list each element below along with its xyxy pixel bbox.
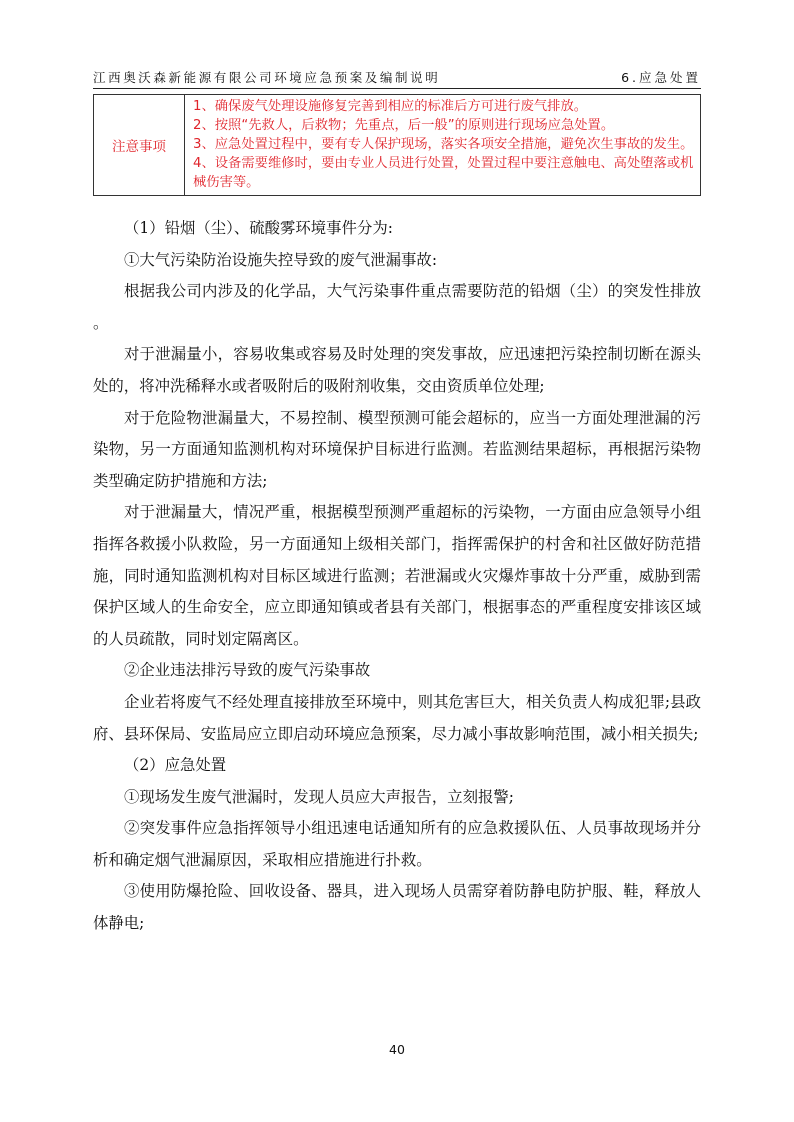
paragraph: 对于泄漏量大，情况严重，根据模型预测严重超标的污染物，一方面由应急领导小组指挥各救援小队救险，另一方面通知上级相关部门，指挥需保护的村舍和社区做好防范措施，同时通知监测机构对目标区域进行监测；若泄漏或火灾爆炸事故十分严重，威胁到需保护区域人的生命安全，应立即通知镇或者县有关部门，根据事态的严重程度安排该区域的人员疏散，同时划定隔离区。 [93, 503, 701, 648]
paragraph: 对于泄漏量小，容易收集或容易及时处理的突发事故，应迅速把污染控制切断在源头处的，将冲洗稀释水或者吸附后的吸附剂收集，交由资质单位处理; [93, 345, 701, 395]
notes-label: 注意事项 [94, 95, 185, 196]
notes-content [185, 95, 701, 196]
page-header [93, 66, 701, 89]
note-item: 3、应急处置过程中，要有专人保护现场，落实各项安全措施，避免次生事故的发生。 [193, 137, 694, 152]
header-section-title: 6.应急处置 [621, 70, 701, 85]
paragraph: ②突发事件应急指挥领导小组迅速电话通知所有的应急救援队伍、人员事故现场并分析和确定烟气泄漏原因，采取相应措施进行扑救。 [93, 819, 701, 869]
paragraph: 对于危险物泄漏量大，不易控制、模型预测可能会超标的，应当一方面处理泄漏的污染物，另一方面通知监测机构对环境保护目标进行监测。若监测结果超标，再根据污染物类型确定防护措施和方法; [93, 408, 701, 490]
paragraph: （1）铅烟（尘）、硫酸雾环境事件分为: [124, 219, 393, 237]
note-item: 4、设备需要维修时，要由专业人员进行处置，处置过程中要注意触电、高处堕落或机械伤害等。 [193, 156, 694, 190]
paragraph: ③使用防爆抢险、回收设备、器具，进入现场人员需穿着防静电防护服、鞋，释放人体静电; [93, 882, 701, 933]
body-text [93, 213, 701, 940]
paragraph: 根据我公司内涉及的化学品，大气污染事件重点需要防范的铅烟（尘）的突发性排放 。 [93, 282, 701, 332]
paragraph: （2）应急处置 [124, 756, 227, 775]
header-document-title: 江西奥沃森新能源有限公司环境应急预案及编制说明 [93, 70, 441, 85]
paragraph: ①现场发生废气泄漏时，发现人员应大声报告，立刻报警; [124, 787, 514, 806]
paragraph: 企业若将废气不经处理直接排放至环境中，则其危害巨大，相关负责人构成犯罪;县政府、县环保局、安监局应立即启动环境应急预案，尽力减小事故影响范围，减小相关损失; [93, 692, 701, 743]
paragraph: ②企业违法排污导致的废气污染事故 [124, 661, 371, 680]
note-item: 2、按照“先救人，后救物；先重点，后一般”的原则进行现场应急处置。 [193, 118, 615, 133]
notes-table [93, 94, 701, 196]
paragraph: ①大气污染防治设施失控导致的废气泄漏事故: [124, 250, 437, 269]
note-item: 1、确保废气处理设施修复完善到相应的标准后方可进行废气排放。 [193, 99, 588, 114]
page-number: 40 [389, 1042, 405, 1057]
